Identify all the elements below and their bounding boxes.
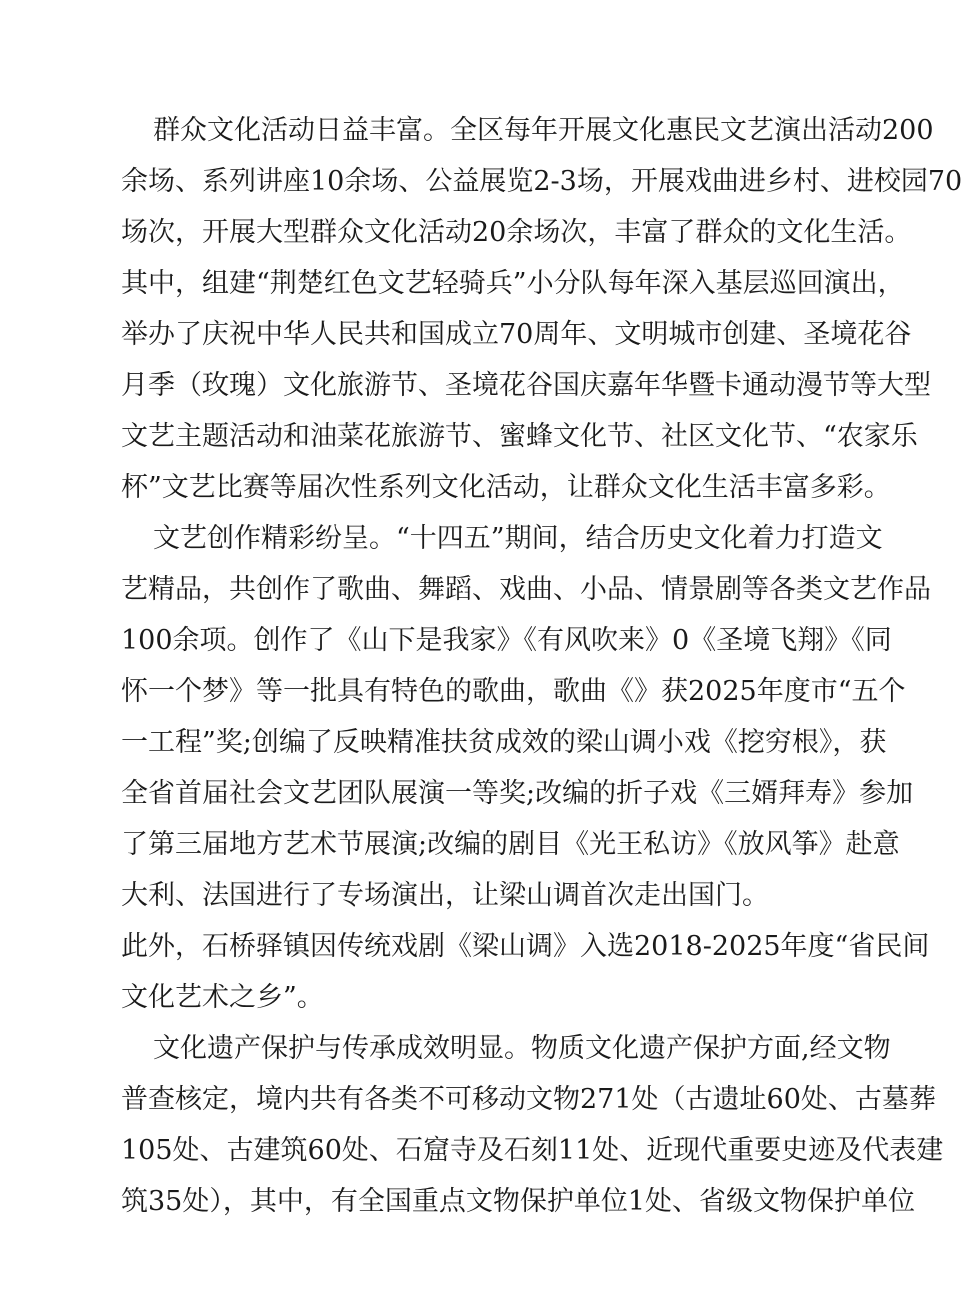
text-line: 了第三届地方艺术节展演;改编的剧目《光王私访》《放风筝》赴意 xyxy=(121,829,900,860)
text-line: 105处、古建筑60处、石窟寺及石刻11处、近现代重要史迹及代表建 xyxy=(121,1135,944,1166)
text-line: 筑35处），其中，有全国重点文物保护单位1处、省级文物保护单位 xyxy=(121,1186,916,1217)
text-line: 普查核定，境内共有各类不可移动文物271处（古遗址60处、古墓葬 xyxy=(121,1084,936,1115)
text-line: 杯”文艺比赛等届次性系列文化活动，让群众文化生活丰富多彩。 xyxy=(121,472,891,503)
text-line: 场次，开展大型群众文化活动20余场次，丰富了群众的文化生活。 xyxy=(121,217,912,248)
text-line: 一工程”奖;创编了反映精准扶贫成效的梁山调小戏《挖穷根》，获 xyxy=(121,727,887,758)
text-line: 文艺创作精彩纷呈。“十四五”期间，结合历史文化着力打造文 xyxy=(153,523,883,554)
text-line: 全省首届社会文艺团队展演一等奖;改编的折子戏《三婿拜寿》参加 xyxy=(121,778,914,809)
text-line: 文艺主题活动和油菜花旅游节、蜜蜂文化节、社区文化节、“农家乐 xyxy=(121,421,918,452)
text-line: 群众文化活动日益丰富。全区每年开展文化惠民文艺演出活动200 xyxy=(153,115,934,146)
text-line: 其中，组建“荆楚红色文艺轻骑兵”小分队每年深入基层巡回演出， xyxy=(121,268,905,299)
text-line: 100余项。创作了《山下是我家》《有风吹来》0《圣境飞翔》《同 xyxy=(121,625,892,656)
text-line: 文化艺术之乡”。 xyxy=(121,982,324,1013)
text-line: 月季（玫瑰）文化旅游节、圣境花谷国庆嘉年华暨卡通动漫节等大型 xyxy=(121,370,931,401)
text-line: 大利、法国进行了专场演出，让梁山调首次走出国门。 xyxy=(121,880,769,911)
text-line: 文化遗产保护与传承成效明显。物质文化遗产保护方面,经文物 xyxy=(153,1033,891,1064)
text-line: 此外，石桥驿镇因传统戏剧《梁山调》入选2018-2025年度“省民间 xyxy=(121,931,930,962)
text-line: 艺精品，共创作了歌曲、舞蹈、戏曲、小品、情景剧等各类文艺作品 xyxy=(121,574,931,605)
text-line: 怀一个梦》等一批具有特色的歌曲，歌曲《》获2025年度市“五个 xyxy=(121,676,906,707)
text-line: 举办了庆祝中华人民共和国成立70周年、文明城市创建、圣境花谷 xyxy=(121,319,912,350)
text-line: 余场、系列讲座10余场、公益展览2-3场，开展戏曲进乡村、进校园70 xyxy=(121,166,962,197)
